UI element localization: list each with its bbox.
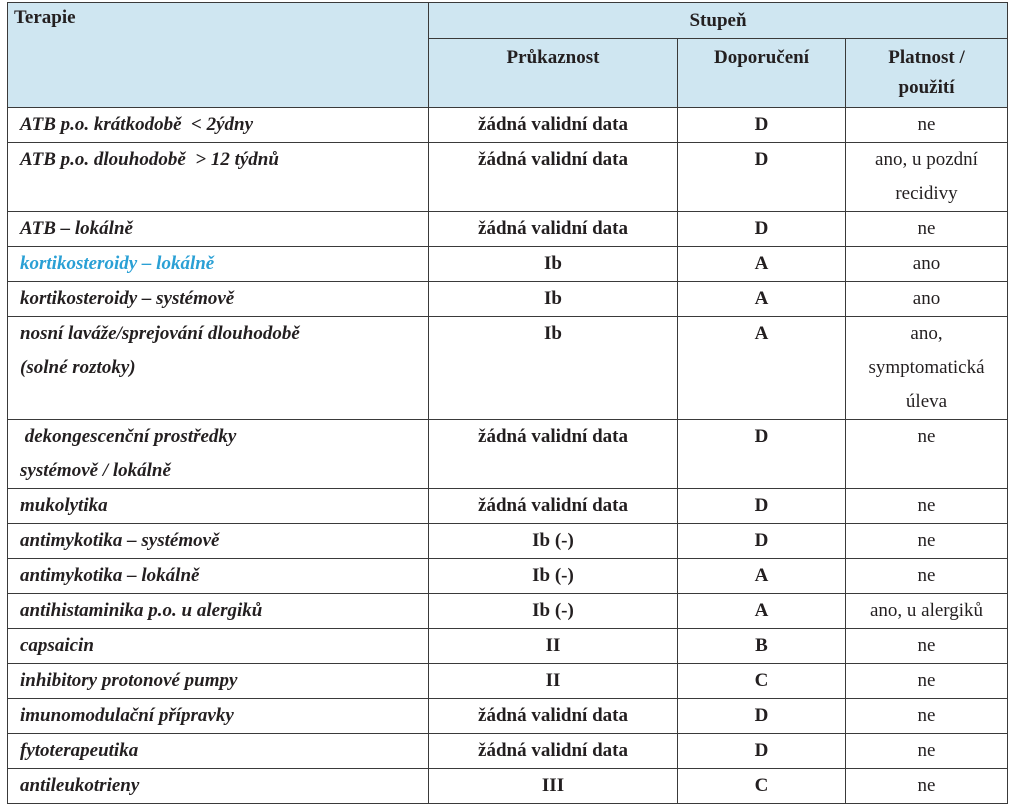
validity-text: ne bbox=[917, 705, 936, 726]
therapy-text: dekongescenční prostředky bbox=[20, 426, 237, 447]
validity-cell bbox=[846, 734, 1008, 769]
table-row bbox=[8, 282, 1008, 317]
therapy-text: antimykotika – lokálně bbox=[20, 565, 200, 586]
therapy-cell bbox=[8, 699, 429, 734]
therapy-cell bbox=[8, 524, 429, 559]
therapy-cell bbox=[8, 282, 429, 317]
validity-text: ne bbox=[917, 775, 936, 796]
evidence-cell: II bbox=[429, 664, 678, 699]
validity-text: ano bbox=[912, 253, 941, 274]
table-row bbox=[8, 212, 1008, 247]
therapy-cell bbox=[8, 629, 429, 664]
validity-text: ne bbox=[917, 426, 936, 447]
validity-cell bbox=[846, 699, 1008, 734]
table-row bbox=[8, 108, 1008, 143]
evidence-cell: žádná validní data bbox=[429, 699, 678, 734]
therapy-text: kortikosteroidy – systémově bbox=[20, 288, 235, 309]
validity-text: ano bbox=[912, 288, 941, 309]
validity-text: symptomatická bbox=[868, 357, 985, 378]
validity-text: ne bbox=[917, 670, 936, 691]
validity-text: ano, u pozdní bbox=[875, 149, 978, 170]
table-row bbox=[8, 559, 1008, 594]
therapy-cell bbox=[8, 559, 429, 594]
therapy-text: antimykotika – systémově bbox=[20, 530, 220, 551]
header-evidence: Průkaznost bbox=[429, 39, 678, 108]
header-validity-line1: Platnost / bbox=[888, 47, 965, 68]
therapy-text: ATB p.o. krátkodobě < 2ýdny bbox=[20, 114, 254, 135]
validity-cell bbox=[846, 664, 1008, 699]
therapy-text: kortikosteroidy – lokálně bbox=[20, 253, 215, 274]
therapy-text: antileukotrieny bbox=[20, 775, 140, 796]
table-row bbox=[8, 420, 1008, 489]
validity-cell bbox=[846, 420, 1008, 489]
recommendation-grade-cell: D bbox=[678, 212, 846, 247]
header-recommendation: Doporučení bbox=[678, 39, 846, 108]
recommendation-grade-cell: A bbox=[678, 282, 846, 317]
evidence-cell: žádná validní data bbox=[429, 212, 678, 247]
therapy-text: mukolytika bbox=[20, 495, 108, 516]
table-row bbox=[8, 769, 1008, 804]
validity-cell bbox=[846, 108, 1008, 143]
validity-cell bbox=[846, 247, 1008, 282]
validity-text: ano, u alergiků bbox=[869, 600, 984, 621]
validity-text: recidivy bbox=[895, 183, 958, 204]
table-header bbox=[8, 3, 1008, 108]
evidence-cell: Ib bbox=[429, 317, 678, 420]
table-row bbox=[8, 524, 1008, 559]
validity-cell bbox=[846, 317, 1008, 420]
table-row bbox=[8, 247, 1008, 282]
validity-cell bbox=[846, 212, 1008, 247]
therapy-cell bbox=[8, 317, 429, 420]
therapy-cell bbox=[8, 420, 429, 489]
evidence-cell: žádná validní data bbox=[429, 143, 678, 212]
validity-text: ne bbox=[917, 495, 936, 516]
therapy-cell bbox=[8, 734, 429, 769]
recommendation-grade-cell: C bbox=[678, 664, 846, 699]
evidence-cell: Ib (-) bbox=[429, 594, 678, 629]
recommendation-grade-cell: A bbox=[678, 594, 846, 629]
therapy-text: (solné roztoky) bbox=[20, 357, 136, 378]
evidence-cell: Ib (-) bbox=[429, 559, 678, 594]
table-body bbox=[8, 108, 1008, 804]
evidence-cell: žádná validní data bbox=[429, 420, 678, 489]
therapy-text: imunomodulační přípravky bbox=[20, 705, 234, 726]
therapy-table-container bbox=[7, 2, 1007, 804]
recommendation-grade-cell: D bbox=[678, 420, 846, 489]
recommendation-grade-cell: A bbox=[678, 247, 846, 282]
table-row bbox=[8, 699, 1008, 734]
table-row bbox=[8, 664, 1008, 699]
table-row bbox=[8, 489, 1008, 524]
validity-cell bbox=[846, 143, 1008, 212]
therapy-cell bbox=[8, 769, 429, 804]
validity-text: úleva bbox=[905, 391, 948, 412]
evidence-cell: žádná validní data bbox=[429, 108, 678, 143]
recommendation-grade-cell: C bbox=[678, 769, 846, 804]
header-validity-line2: použití bbox=[898, 77, 955, 98]
recommendation-grade-cell: D bbox=[678, 734, 846, 769]
table-row bbox=[8, 594, 1008, 629]
table-row bbox=[8, 317, 1008, 420]
validity-text: ano, bbox=[910, 323, 943, 344]
validity-cell bbox=[846, 559, 1008, 594]
recommendation-grade-cell: A bbox=[678, 317, 846, 420]
therapy-cell bbox=[8, 143, 429, 212]
validity-cell bbox=[846, 489, 1008, 524]
therapy-text: capsaicin bbox=[20, 635, 94, 656]
therapy-text: nosní laváže/sprejování dlouhodobě bbox=[20, 323, 300, 344]
recommendation-grade-cell: D bbox=[678, 524, 846, 559]
header-row-top bbox=[8, 3, 1008, 39]
recommendation-grade-cell: B bbox=[678, 629, 846, 664]
evidence-cell: Ib (-) bbox=[429, 524, 678, 559]
table-row bbox=[8, 143, 1008, 212]
table-row bbox=[8, 629, 1008, 664]
therapy-text: antihistaminika p.o. u alergiků bbox=[20, 600, 263, 621]
therapy-text: ATB – lokálně bbox=[20, 218, 133, 239]
validity-text: ne bbox=[917, 530, 936, 551]
therapy-cell bbox=[8, 212, 429, 247]
therapy-cell bbox=[8, 489, 429, 524]
therapy-text: inhibitory protonové pumpy bbox=[20, 670, 238, 691]
therapy-evidence-table bbox=[7, 2, 1008, 804]
header-therapy: Terapie bbox=[8, 3, 429, 108]
therapy-text: ATB p.o. dlouhodobě > 12 týdnů bbox=[20, 149, 279, 170]
therapy-text: systémově / lokálně bbox=[20, 460, 171, 481]
evidence-cell: žádná validní data bbox=[429, 734, 678, 769]
therapy-cell[interactable] bbox=[8, 247, 429, 282]
header-stupen: Stupeň bbox=[429, 3, 1008, 39]
validity-cell bbox=[846, 629, 1008, 664]
recommendation-grade-cell: D bbox=[678, 143, 846, 212]
table-row bbox=[8, 734, 1008, 769]
recommendation-grade-cell: D bbox=[678, 699, 846, 734]
recommendation-grade-cell: D bbox=[678, 108, 846, 143]
evidence-cell: žádná validní data bbox=[429, 489, 678, 524]
validity-text: ne bbox=[917, 565, 936, 586]
validity-cell bbox=[846, 282, 1008, 317]
evidence-cell: III bbox=[429, 769, 678, 804]
evidence-cell: Ib bbox=[429, 282, 678, 317]
therapy-cell bbox=[8, 594, 429, 629]
therapy-text: fytoterapeutika bbox=[20, 740, 139, 761]
evidence-cell: Ib bbox=[429, 247, 678, 282]
validity-cell bbox=[846, 769, 1008, 804]
recommendation-grade-cell: A bbox=[678, 559, 846, 594]
validity-text: ne bbox=[917, 635, 936, 656]
therapy-cell bbox=[8, 108, 429, 143]
validity-text: ne bbox=[917, 218, 936, 239]
validity-cell bbox=[846, 594, 1008, 629]
evidence-cell: II bbox=[429, 629, 678, 664]
header-validity bbox=[846, 39, 1008, 108]
recommendation-grade-cell: D bbox=[678, 489, 846, 524]
validity-text: ne bbox=[917, 114, 936, 135]
therapy-cell bbox=[8, 664, 429, 699]
validity-text: ne bbox=[917, 740, 936, 761]
validity-cell bbox=[846, 524, 1008, 559]
